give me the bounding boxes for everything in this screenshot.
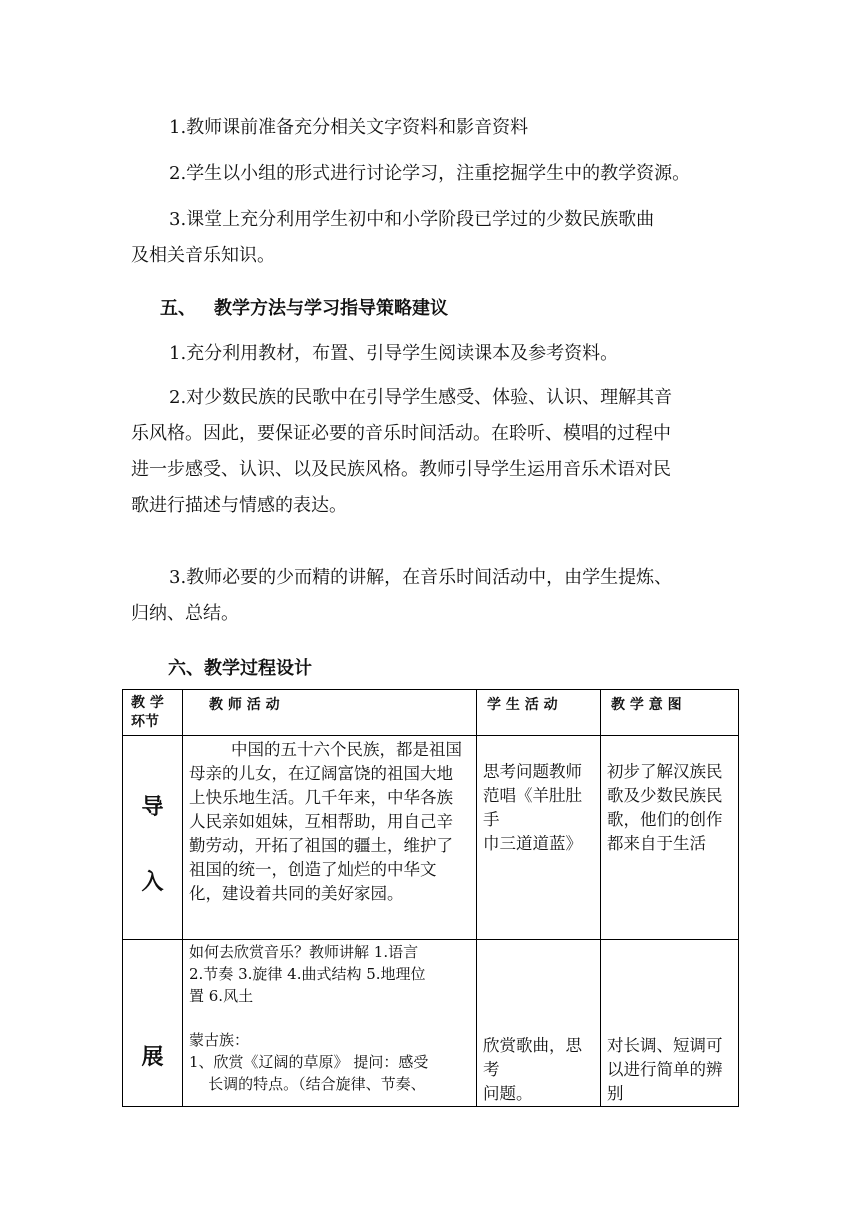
intro-item-2: 2.学生以小组的形式进行讨论学习，注重挖掘学生中的教学资源。 xyxy=(169,163,691,184)
header-teacher-activity: 教 师 活 动 xyxy=(183,690,477,736)
teacher-activity-cell: 如何去欣赏音乐？教师讲解 1.语言 2.节奏 3.旋律 4.曲式结构 5.地理位 置 6.风土 蒙古族： 1、欣赏《辽阔的草原》 提问：感受 长调的特点。（结合旋律、节奏、 xyxy=(183,940,477,1107)
table-row xyxy=(123,940,739,1107)
teacher-activity-cell: 中国的五十六个民族，都是祖国 母亲的儿女，在辽阔富饶的祖国大地 上快乐地生活。几千年来，中华各族 人民亲如姐妹，互相帮助，用自己辛 勤劳动，开拓了祖国的疆土，维护了 祖国的统一，创造了灿烂的中华文 化，建设着共同的美好家园。 xyxy=(183,736,477,940)
student-activity-cell: 欣赏歌曲，思考 问题。 xyxy=(477,940,601,1107)
header-teaching-intent: 教 学 意 图 xyxy=(601,690,739,736)
student-activity-cell: 思考问题教师 范唱《羊肚肚手 巾三道道蓝》 xyxy=(477,736,601,940)
teaching-intent-cell: 对长调、短调可 以进行简单的辨 别 xyxy=(601,940,739,1107)
section-5-item-3: 3.教师必要的少而精的讲解，在音乐时间活动中，由学生提炼、 归纳、总结。 xyxy=(131,567,673,624)
stage-cell-intro: 导 入 xyxy=(123,736,183,940)
intro-item-3: 3.课堂上充分利用学生初中和小学阶段已学过的少数民族歌曲 及相关音乐知识。 xyxy=(131,209,655,266)
teaching-intent-cell: 初步了解汉族民 歌及少数民族民 歌，他们的创作 都来自于生活 xyxy=(601,736,739,940)
table-header-row xyxy=(123,690,739,736)
section-6-heading: 六、教学过程设计 xyxy=(168,658,312,679)
section-5-title: 教学方法与学习指导策略建议 xyxy=(214,298,448,319)
header-student-activity: 学 生 活 动 xyxy=(477,690,601,736)
section-5-item-2: 2.对少数民族的民歌中在引导学生感受、体验、认识、理解其音 乐风格。因此，要保证必要的音乐时间活动。在聆听、模唱的过程中 进一步感受、认识、以及民族风格。教师引导学生运用音乐术语对民 歌进行描述与情感的表达。 xyxy=(131,387,673,516)
section-5-item-1: 1.充分利用教材，布置、引导学生阅读课本及参考资料。 xyxy=(169,343,619,364)
section-5-heading xyxy=(160,294,448,320)
table-row xyxy=(123,736,739,940)
section-5-number: 五、 xyxy=(160,298,196,319)
header-stage: 教 学 环节 xyxy=(123,690,183,736)
intro-item-1: 1.教师课前准备充分相关文字资料和影音资料 xyxy=(169,117,529,138)
stage-cell-expand: 展 xyxy=(123,940,183,1107)
teaching-process-table xyxy=(122,689,739,1107)
